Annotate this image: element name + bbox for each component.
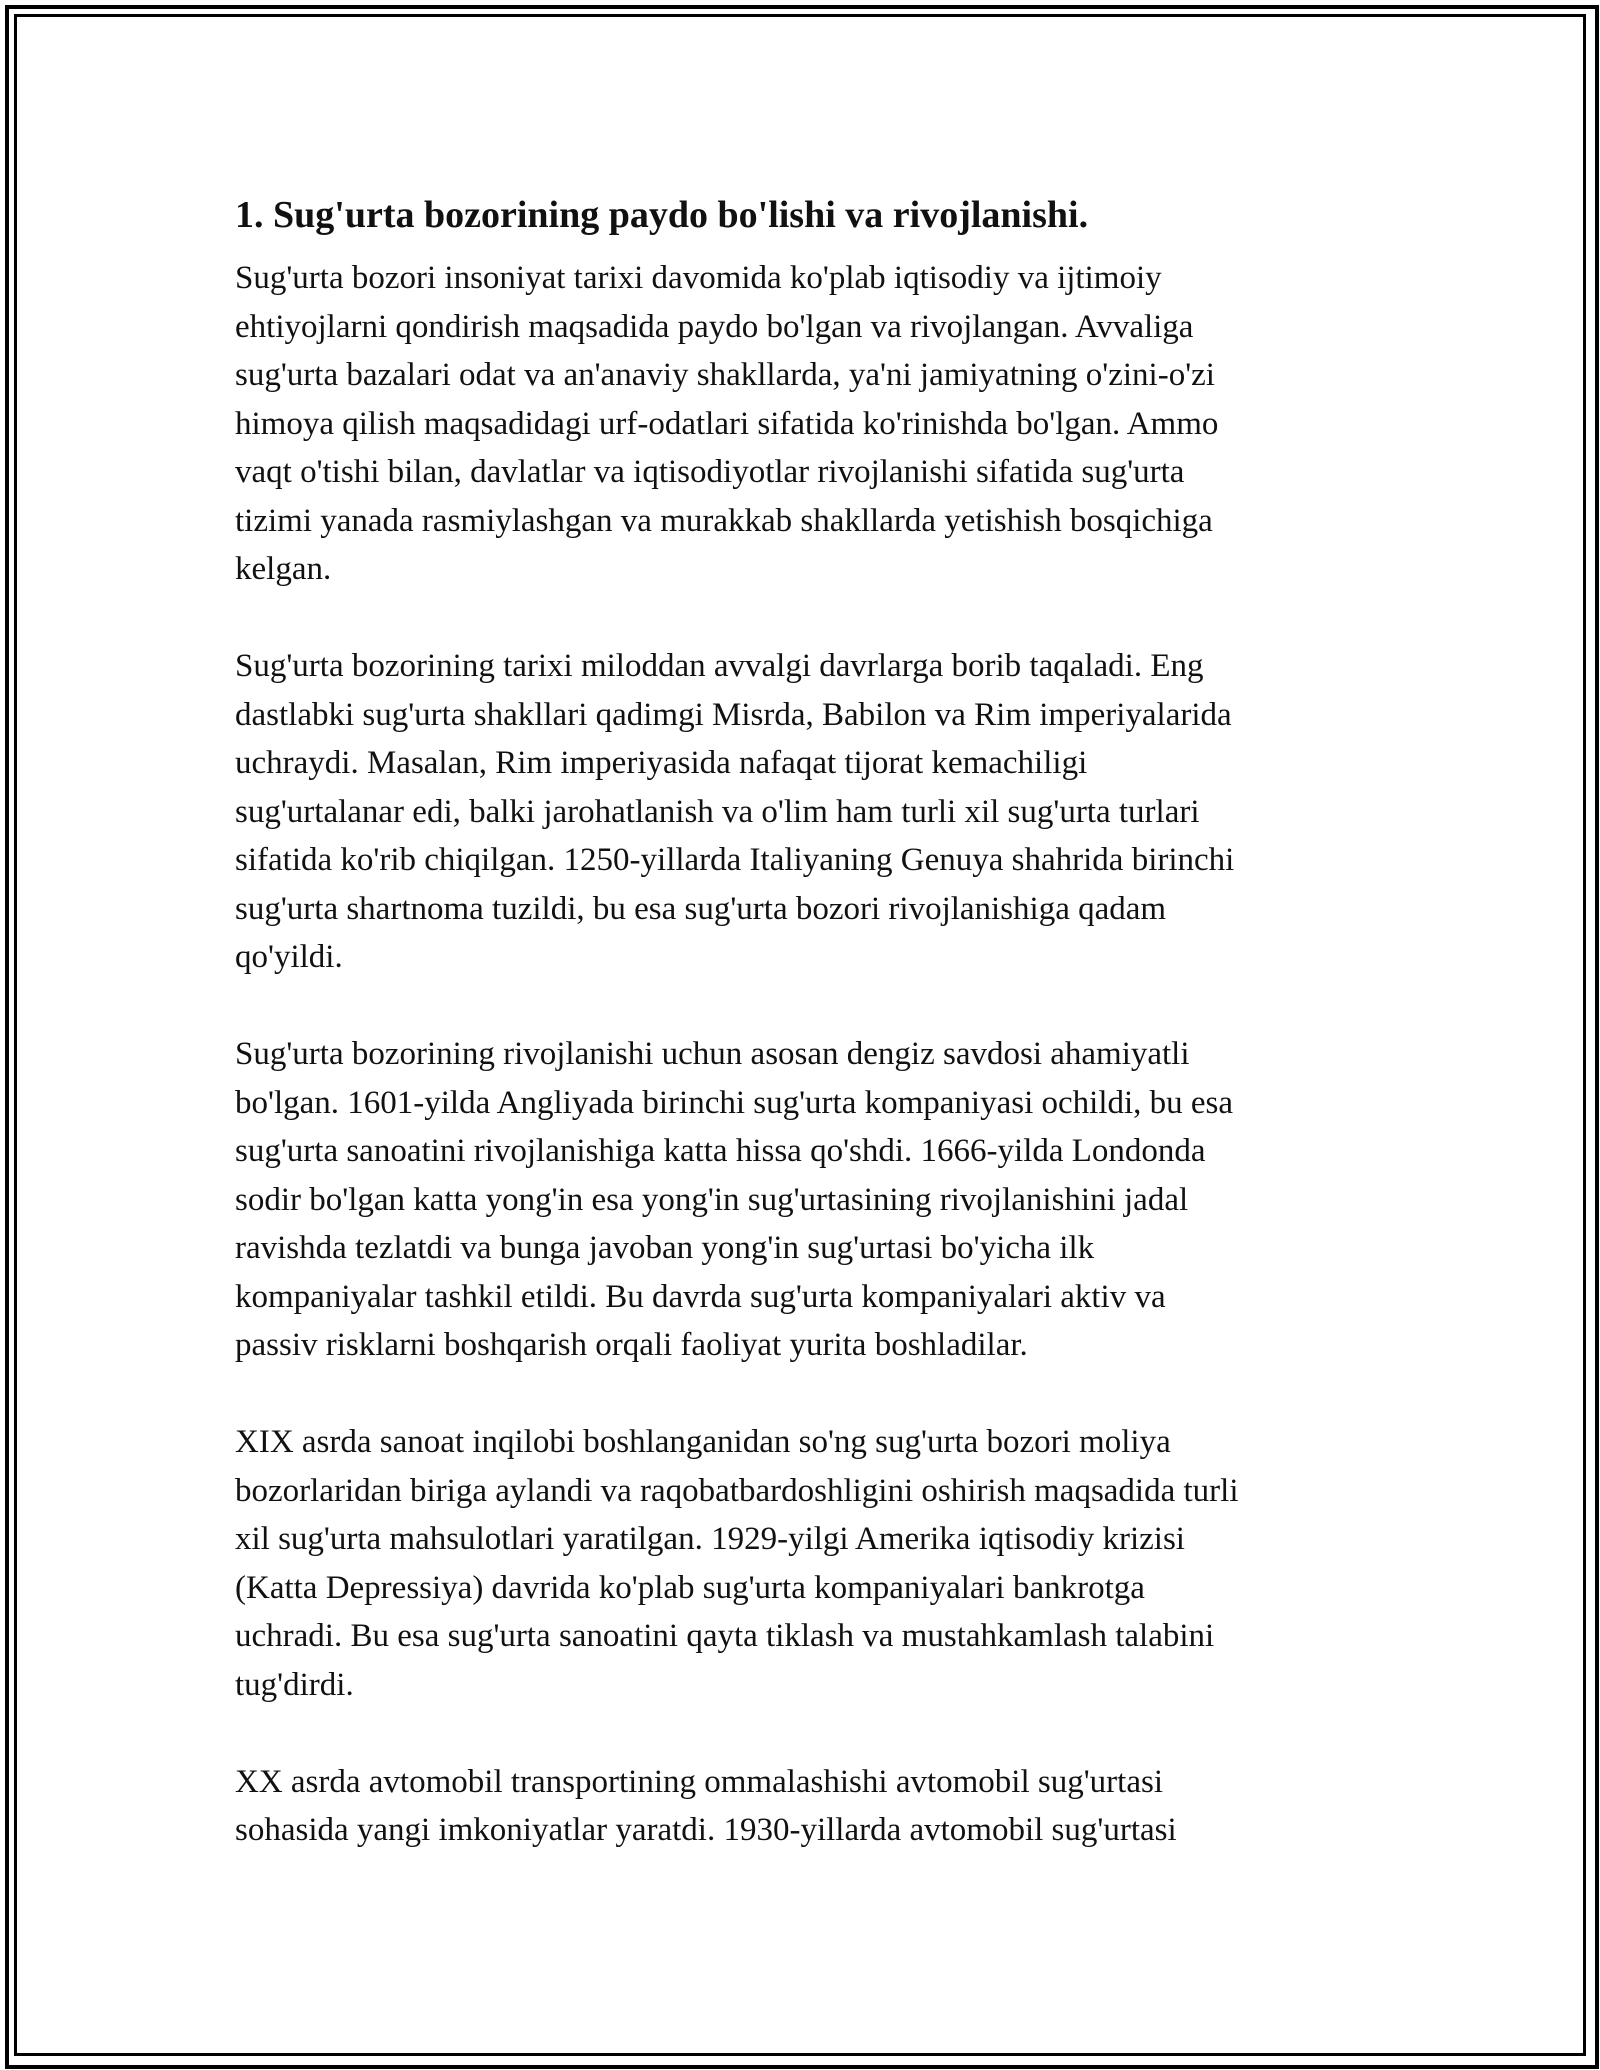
text-line: (Katta Depressiya) davrida ko'plab sug'urta kompaniyalari bankrotga xyxy=(235,1569,1145,1606)
paragraph xyxy=(235,642,1365,982)
text-line: sug'urta shartnoma tuzildi, bu esa sug'urta bozori rivojlanishiga qadam xyxy=(235,890,1167,927)
text-line: XIX asrda sanoat inqilobi boshlanganidan so'ng sug'urta bozori moliya xyxy=(235,1424,1171,1460)
document-body xyxy=(235,182,1365,1903)
text-line: Sug'urta bozori insoniyat tarixi davomida ko'plab iqtisodiy va ijtimoiy xyxy=(235,260,1162,296)
text-line: uchraydi. Masalan, Rim imperiyasida nafaqat tijorat kemachiligi xyxy=(235,745,1088,781)
text-line: sug'urta bazalari odat va an'anaviy shakllarda, ya'ni jamiyatning o'zini-o'zi xyxy=(235,357,1215,393)
text-line: uchradi. Bu esa sug'urta sanoatini qayta tiklash va mustahkamlash talabini xyxy=(235,1618,1215,1654)
section-heading: 1. Sug'urta bozorining paydo bo'lishi va rivojlanishi. xyxy=(235,194,1089,236)
text-line: vaqt o'tishi bilan, davlatlar va iqtisodiyotlar rivojlanishi sifatida sug'urta xyxy=(235,454,1185,490)
paragraph xyxy=(235,254,1365,594)
text-line: himoya qilish maqsadidagi urf-odatlari sifatida ko'rinishda bo'lgan. Ammo xyxy=(235,405,1219,442)
paragraph xyxy=(235,1758,1365,1855)
text-line: bozorlaridan biriga aylandi va raqobatbardoshligini oshirish maqsadida turli xyxy=(235,1472,1239,1509)
text-line: dastlabki sug'urta shakllari qadimgi Misrda, Babilon va Rim imperiyalarida xyxy=(235,696,1232,733)
paragraph-list xyxy=(235,254,1365,1855)
text-line: sug'urta sanoatini rivojlanishiga katta hissa qo'shdi. 1666-yilda Londonda xyxy=(235,1133,1206,1169)
text-line: ravishda tezlatdi va bunga javoban yong'in sug'urtasi bo'yicha ilk xyxy=(235,1230,1095,1266)
paragraph xyxy=(235,1030,1365,1370)
text-line: sohasida yangi imkoniyatlar yaratdi. 1930-yillarda avtomobil sug'urtasi xyxy=(235,1812,1177,1848)
text-line: sug'urtalanar edi, balki jarohatlanish va o'lim ham turli xil sug'urta turlari xyxy=(235,793,1200,830)
text-line: passiv risklarni boshqarish orqali faoliyat yurita boshladilar. xyxy=(235,1327,1028,1363)
text-line: XX asrda avtomobil transportining ommalashishi avtomobil sug'urtasi xyxy=(235,1763,1163,1800)
text-line: Sug'urta bozorining tarixi miloddan avvalgi davrlarga borib taqaladi. Eng xyxy=(235,648,1204,684)
text-line: qo'yildi. xyxy=(235,939,343,975)
text-line: Sug'urta bozorining rivojlanishi uchun asosan dengiz savdosi ahamiyatli xyxy=(235,1036,1190,1072)
text-line: sifatida ko'rib chiqilgan. 1250-yillarda Italiyaning Genuya shahrida birinchi xyxy=(235,842,1235,878)
text-line: kelgan. xyxy=(235,551,332,587)
text-line: bo'lgan. 1601-yilda Angliyada birinchi sug'urta kompaniyasi ochildi, bu esa xyxy=(235,1084,1234,1121)
text-line: ehtiyojlarni qondirish maqsadida paydo bo'lgan va rivojlangan. Avvaliga xyxy=(235,308,1194,345)
paragraph xyxy=(235,1418,1365,1709)
text-line: tug'dirdi. xyxy=(235,1666,354,1703)
text-line: xil sug'urta mahsulotlari yaratilgan. 1929-yilgi Amerika iqtisodiy krizisi xyxy=(235,1521,1185,1557)
text-line: tizimi yanada rasmiylashgan va murakkab shakllarda yetishish bosqichiga xyxy=(235,502,1213,539)
text-line: kompaniyalar tashkil etildi. Bu davrda sug'urta kompaniyalari aktiv va xyxy=(235,1278,1166,1315)
text-line: sodir bo'lgan katta yong'in esa yong'in sug'urtasining rivojlanishini jadal xyxy=(235,1181,1189,1218)
